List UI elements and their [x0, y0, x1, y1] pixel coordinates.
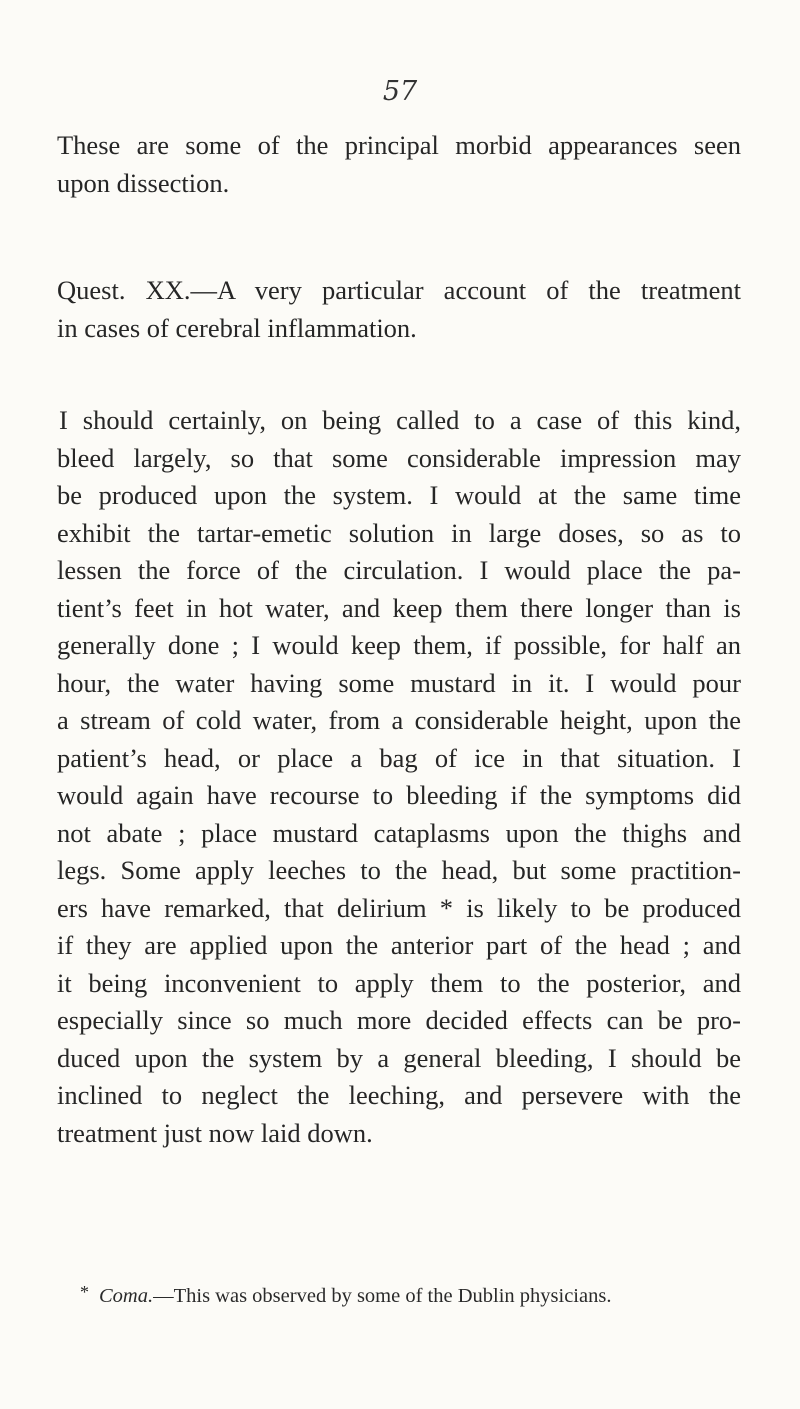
- paragraph-question: [57, 272, 741, 347]
- text-line: inclined to neglect the leeching, and persevere with the: [57, 1080, 741, 1110]
- footnote-text: —This was observed by some of the Dublin physicians.: [153, 1285, 612, 1307]
- text-line: especially since so much more decided effects can be pro-: [57, 1005, 741, 1035]
- footnote-marker: *: [80, 1282, 89, 1302]
- text-line: duced upon the system by a general bleeding, I should be: [57, 1042, 741, 1073]
- text-line: patient’s head, or place a bag of ice in that situation. I: [57, 742, 741, 773]
- text-line: ers have remarked, that delirium * is likely to be produced: [57, 892, 741, 923]
- text-line: tient’s feet in hot water, and keep them there longer than is: [57, 592, 741, 623]
- text-line: I should certainly, on being called to a case of this kind,: [59, 405, 741, 435]
- text-line: upon dissection.: [57, 167, 230, 198]
- page-number: 57: [382, 76, 418, 107]
- text-line: bleed largely, so that some considerable impression may: [57, 442, 741, 473]
- text-line: lessen the force of the circulation. I would place the pa-: [57, 555, 741, 585]
- paragraph-intro: [57, 127, 741, 202]
- text-line: it being inconvenient to apply them to the posterior, and: [57, 967, 741, 998]
- text-line: be produced upon the system. I would at the same time: [57, 480, 741, 510]
- text-line: treatment just now laid down.: [57, 1117, 373, 1148]
- text-line: generally done ; I would keep them, if possible, for half an: [57, 630, 741, 660]
- text-line: would again have recourse to bleeding if the symptoms did: [57, 780, 741, 810]
- text-line: hour, the water having some mustard in it. I would pour: [57, 667, 741, 698]
- footnote: [80, 1278, 740, 1310]
- text-line: Quest. XX.—A very particular account of the treatment: [57, 275, 741, 305]
- text-line: if they are applied upon the anterior part of the head ; and: [57, 930, 741, 960]
- paragraph-answer: [57, 402, 741, 1152]
- footnote-term: Coma.: [99, 1285, 154, 1307]
- text-line: not abate ; place mustard cataplasms upon the thighs and: [57, 817, 741, 848]
- text-line: a stream of cold water, from a considerable height, upon the: [57, 705, 741, 735]
- text-line: exhibit the tartar-emetic solution in large doses, so as to: [57, 517, 741, 548]
- text-line: legs. Some apply leeches to the head, but some practition-: [57, 855, 741, 885]
- text-line: These are some of the principal morbid appearances seen: [57, 130, 741, 160]
- text-line: in cases of cerebral inflammation.: [57, 312, 417, 343]
